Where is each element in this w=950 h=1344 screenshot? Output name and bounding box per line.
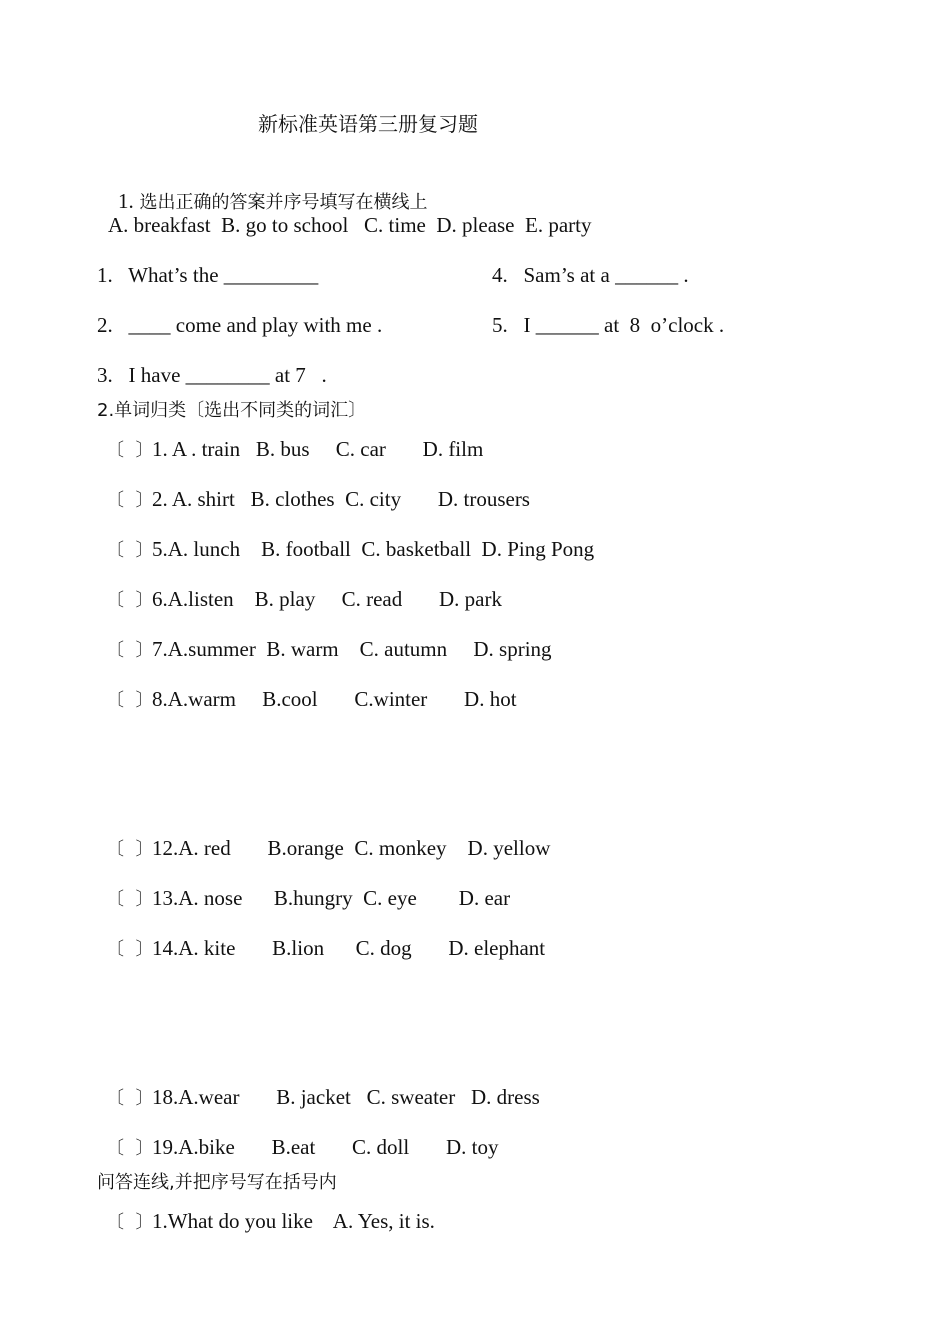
- section2-row: [106, 885, 510, 913]
- item-number: 2.: [97, 313, 113, 337]
- document-title: 新标准英语第三册复习题: [258, 112, 478, 136]
- answer-bracket[interactable]: 〔 〕: [106, 440, 154, 461]
- section2-row: [106, 636, 552, 664]
- row-text: 18.A.wear B. jacket C. sweater D. dress: [152, 1085, 540, 1109]
- item-number: 4.: [492, 263, 508, 287]
- section1-item-5: [492, 312, 724, 338]
- section2-row: [106, 436, 483, 464]
- answer-bracket[interactable]: 〔 〕: [106, 640, 154, 661]
- item-text: Sam’s at a ______ .: [523, 263, 689, 287]
- section1-options: A. breakfast B. go to school C. time D. please E. party: [108, 213, 592, 237]
- answer-bracket[interactable]: 〔 〕: [106, 690, 154, 711]
- section1-heading-text: 选出正确的答案并序号填写在横线上: [133, 192, 428, 213]
- item-number: 3.: [97, 363, 113, 387]
- answer-bracket[interactable]: 〔 〕: [106, 590, 154, 611]
- section2-row: [106, 486, 530, 514]
- row-text: 1. A . train B. bus C. car D. film: [152, 437, 484, 461]
- answer-bracket[interactable]: 〔 〕: [106, 490, 154, 511]
- answer-bracket[interactable]: 〔 〕: [106, 939, 154, 960]
- section2-heading: 2.单词归类〔选出不同类的词汇〕: [97, 400, 367, 421]
- answer-bracket[interactable]: 〔 〕: [106, 1138, 154, 1159]
- section1-item-1: [97, 262, 318, 288]
- section2-row: [106, 935, 545, 963]
- item-text: I ______ at 8 o’clock .: [523, 313, 725, 337]
- row-text: 7.A.summer B. warm C. autumn D. spring: [152, 637, 552, 661]
- item-number: 5.: [492, 313, 508, 337]
- answer-bracket[interactable]: 〔 〕: [106, 839, 154, 860]
- section2-row: [106, 835, 550, 863]
- row-text: 14.A. kite B.lion C. dog D. elephant: [152, 936, 546, 960]
- answer-bracket[interactable]: 〔 〕: [106, 889, 154, 910]
- row-text: 8.A.warm B.cool C.winter D. hot: [152, 687, 517, 711]
- answer-bracket[interactable]: 〔 〕: [106, 1212, 154, 1233]
- section3-row: [106, 1208, 435, 1236]
- section2-row: [106, 1134, 498, 1162]
- row-text: 1.What do you like A. Yes, it is.: [152, 1209, 435, 1233]
- section2-row: [106, 1084, 540, 1112]
- section2-row: [106, 686, 517, 714]
- row-text: 12.A. red B.orange C. monkey D. yellow: [152, 836, 551, 860]
- item-text: I have ________ at 7 .: [128, 363, 327, 387]
- section3-heading: 问答连线,并把序号写在括号内: [97, 1172, 337, 1193]
- section1-item-2: [97, 312, 382, 338]
- row-text: 19.A.bike B.eat C. doll D. toy: [152, 1135, 499, 1159]
- row-text: 6.A.listen B. play C. read D. park: [152, 587, 502, 611]
- section2-row: [106, 586, 502, 614]
- section1-heading-number: 1.: [118, 189, 134, 213]
- item-text: What’s the _________: [128, 263, 319, 287]
- item-text: ____ come and play with me .: [128, 313, 383, 337]
- row-text: 13.A. nose B.hungry C. eye D. ear: [152, 886, 511, 910]
- item-number: 1.: [97, 263, 113, 287]
- section1-item-4: [492, 262, 689, 288]
- answer-bracket[interactable]: 〔 〕: [106, 540, 154, 561]
- section1-item-3: [97, 362, 327, 388]
- row-text: 5.A. lunch B. football C. basketball D. Ping Pong: [152, 537, 595, 561]
- row-text: 2. A. shirt B. clothes C. city D. trousers: [152, 487, 530, 511]
- answer-bracket[interactable]: 〔 〕: [106, 1088, 154, 1109]
- section2-row: [106, 536, 594, 564]
